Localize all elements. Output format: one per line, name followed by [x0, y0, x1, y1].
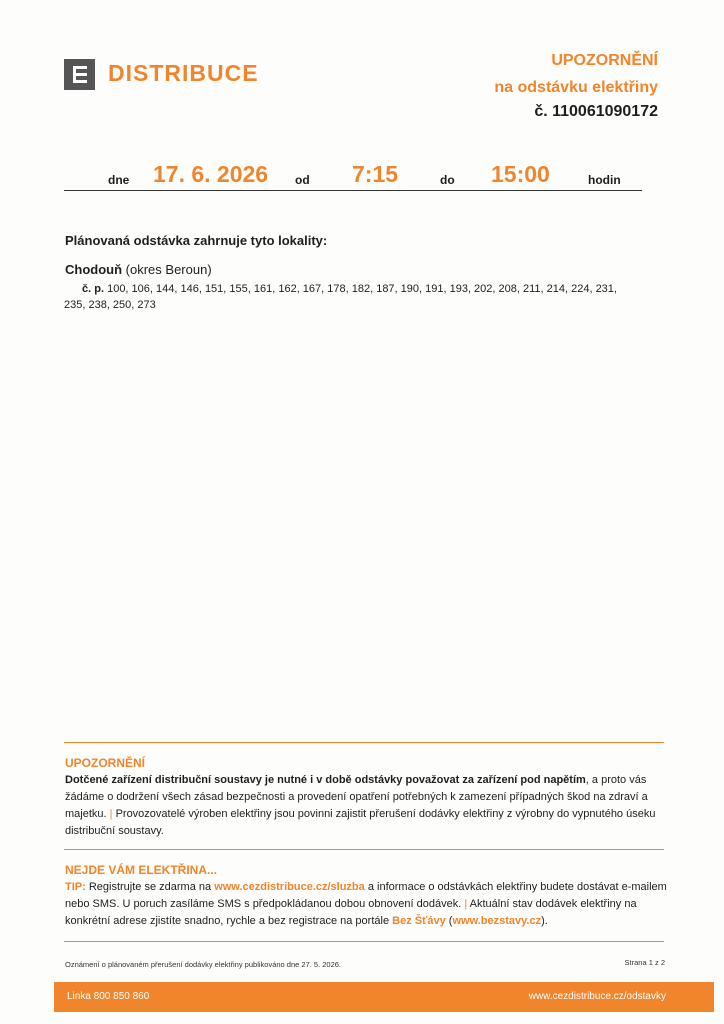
tip-title: NEJDE VÁM ELEKTŘINA...: [65, 863, 218, 877]
tip-text-part3: Aktuální stav dodávek elektřiny na konkrétní adrese zjistíte snadno, rychle a bez registrace na portále: [65, 898, 637, 927]
hotline: Linka 800 850 860: [67, 991, 150, 1002]
warning-text-part2: Provozovatelé výroben elektřiny jsou povinni zajistit přerušení dodávky elektřiny z výrobny do vypnutého úseku distribuční soustavy.: [65, 808, 656, 837]
paren-close: ).: [541, 915, 548, 927]
footer-bar: [54, 982, 714, 1012]
to-label: do: [440, 173, 455, 187]
district-name: (okres Beroun): [125, 262, 212, 277]
warning-text-part1: , a proto vás žádáme o dodržení všech zásad bezpečnosti a provedení opatření potřebných k zamezení případných škod na zdraví a majetku.: [65, 774, 648, 820]
notice-title: UPOZORNĚNÍ: [551, 52, 658, 69]
footer-url[interactable]: www.cezdistribuce.cz/odstavky: [528, 991, 666, 1002]
schedule-row: [64, 160, 642, 191]
outage-end-time: 15:00: [491, 161, 550, 187]
tip-text-part2: a informace o odstávkách elektřiny budete dostávat e-mailem nebo SMS. U poruch zasíláme SMS s předpokládanou dobou obnovení dodávek.: [65, 881, 667, 910]
paren-open: (: [448, 915, 453, 927]
tip-text-part1: Registrujte se zdarma na: [88, 881, 212, 893]
locations-intro: Plánovaná odstávka zahrnuje tyto lokality:: [65, 233, 328, 248]
notice-subtitle: na odstávku elektřiny: [494, 79, 658, 96]
cp-list-line1: 100, 106, 144, 146, 151, 155, 161, 162, 167, 178, 182, 187, 190, 191, 193, 202, 208, 211, 214, 224, 231,: [107, 283, 617, 295]
bezstavy-link[interactable]: www.bezstavy.cz: [452, 915, 542, 927]
page-number: Strana 1 z 2: [624, 958, 665, 967]
outage-date: 17. 6. 2026: [153, 161, 269, 187]
publication-note: Oznámení o plánovaném přerušení dodávky elektřiny publikováno dne 27. 5. 2026.: [65, 960, 342, 969]
warning-text: [65, 772, 667, 840]
tip-text: [65, 879, 667, 930]
date-label: dne: [108, 173, 130, 187]
separator: |: [109, 808, 113, 820]
warning-title: UPOZORNĚNÍ: [65, 756, 146, 770]
house-numbers: [64, 281, 662, 313]
warning-bold-text: Dotčené zařízení distribuční soustavy je nutné i v době odstávky považovat za zařízení pod napětím: [65, 774, 586, 786]
hours-unit: hodin: [588, 173, 621, 187]
outage-start-time: 7:15: [352, 161, 399, 187]
town-line: [65, 262, 212, 277]
portal-name: Bez Šťávy: [392, 915, 446, 927]
separator: |: [464, 898, 468, 910]
divider: [64, 849, 664, 850]
divider: [64, 941, 664, 942]
cp-list-line2: 235, 238, 250, 273: [64, 299, 156, 311]
tip-label: TIP:: [65, 881, 86, 893]
divider: [64, 742, 664, 743]
brand-name: DISTRIBUCE: [108, 60, 259, 86]
cp-label: č. p.: [82, 283, 105, 295]
notice-number: č. 110061090172: [534, 103, 658, 120]
town-name: Chodouň: [65, 262, 123, 277]
from-label: od: [295, 173, 310, 187]
cez-logo-icon: [64, 59, 95, 90]
registration-link[interactable]: www.cezdistribuce.cz/sluzba: [214, 881, 365, 893]
